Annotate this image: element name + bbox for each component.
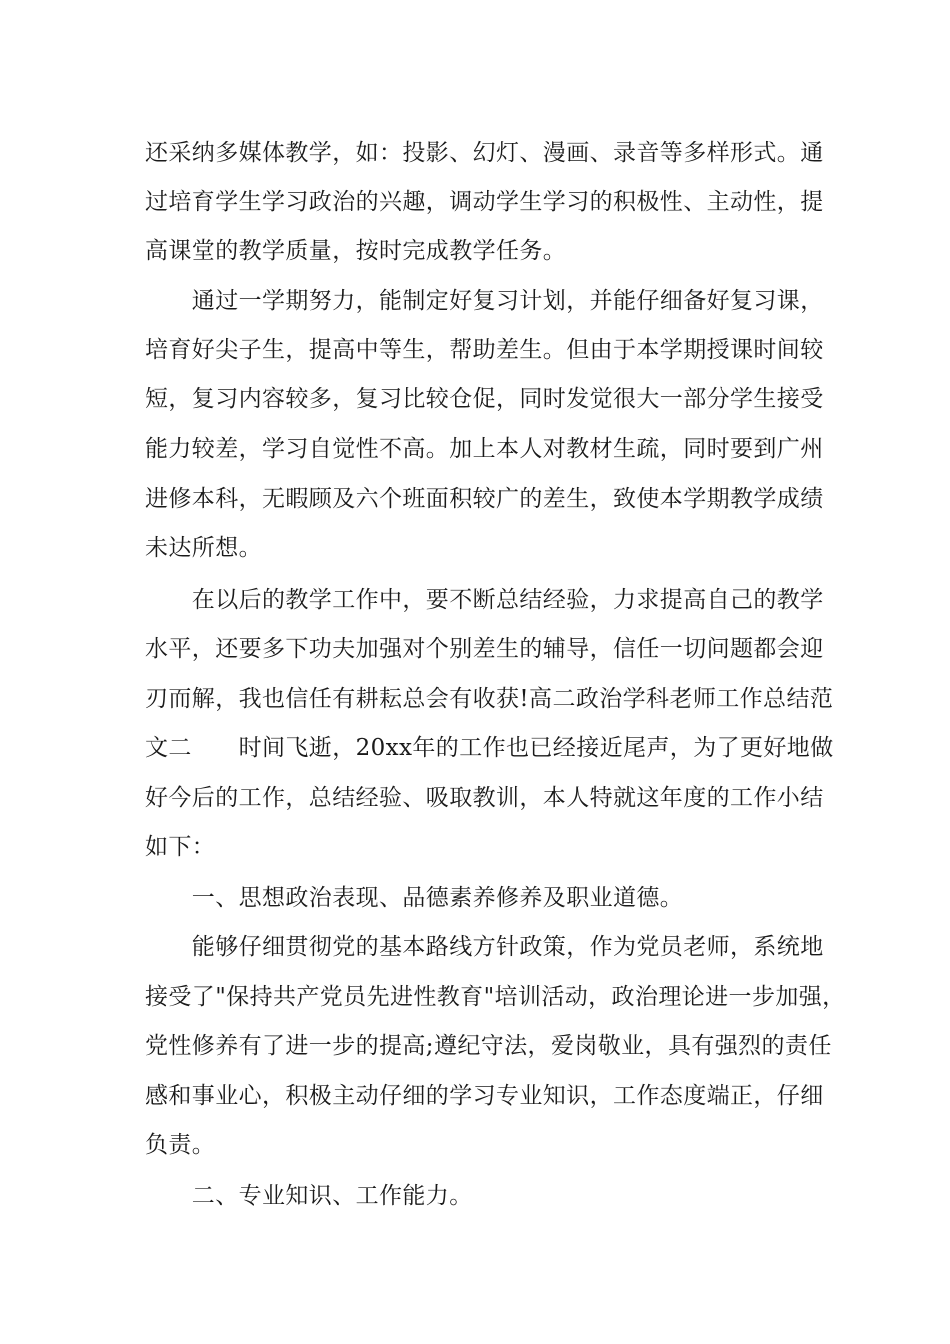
text-line: 短，复习内容较多，复习比较仓促，同时发觉很大一部分学生接受 (145, 386, 824, 412)
text-line: 高课堂的教学质量，按时完成教学任务。 (145, 238, 567, 264)
text-line: 通过一学期努力，能制定好复习计划，并能仔细备好复习课， (145, 288, 824, 314)
text-line: 文二 时间飞逝，20xx年的工作也已经接近尾声，为了更好地做 (145, 735, 834, 761)
text-line: 好今后的工作，总结经验、吸取教训，本人特就这年度的工作小结 (145, 785, 824, 811)
text-line: 还采纳多媒体教学，如：投影、幻灯、漫画、录音等多样形式。通 (145, 140, 824, 166)
text-line: 党性修养有了进一步的提高;遵纪守法，爱岗敬业，具有强烈的责任 (145, 1033, 832, 1059)
text-line: 进修本科，无暇顾及六个班面积较广的差生，致使本学期教学成绩 (145, 486, 824, 512)
text-line: 能力较差，学习自觉性不高。加上本人对教材生疏，同时要到广州 (145, 436, 824, 462)
text-line: 如下： (145, 834, 216, 860)
text-line: 能够仔细贯彻党的基本路线方针政策，作为党员老师，系统地 (145, 934, 824, 960)
text-line: 过培育学生学习政治的兴趣，调动学生学习的积极性、主动性，提 (145, 189, 824, 215)
text-line: 接受了"保持共产党员先进性教育"培训活动，政治理论进一步加强， (145, 984, 846, 1010)
text-line: 感和事业心，积极主动仔细的学习专业知识，工作态度端正，仔细 (145, 1083, 824, 1109)
text-line: 水平，还要多下功夫加强对个别差生的辅导，信任一切问题都会迎 (145, 636, 824, 662)
text-line: 负责。 (145, 1132, 216, 1158)
text-line: 二、专业知识、工作能力。 (145, 1183, 473, 1209)
text-line: 培育好尖子生，提高中等生，帮助差生。但由于本学期授课时间较 (145, 337, 824, 363)
text-line: 一、思想政治表现、品德素养修养及职业道德。 (145, 885, 684, 911)
text-line: 在以后的教学工作中，要不断总结经验，力求提高自己的教学 (145, 587, 824, 613)
text-line: 未达所想。 (145, 535, 262, 561)
text-line: 刃而解，我也信任有耕耘总会有收获!高二政治学科老师工作总结范 (145, 686, 834, 712)
